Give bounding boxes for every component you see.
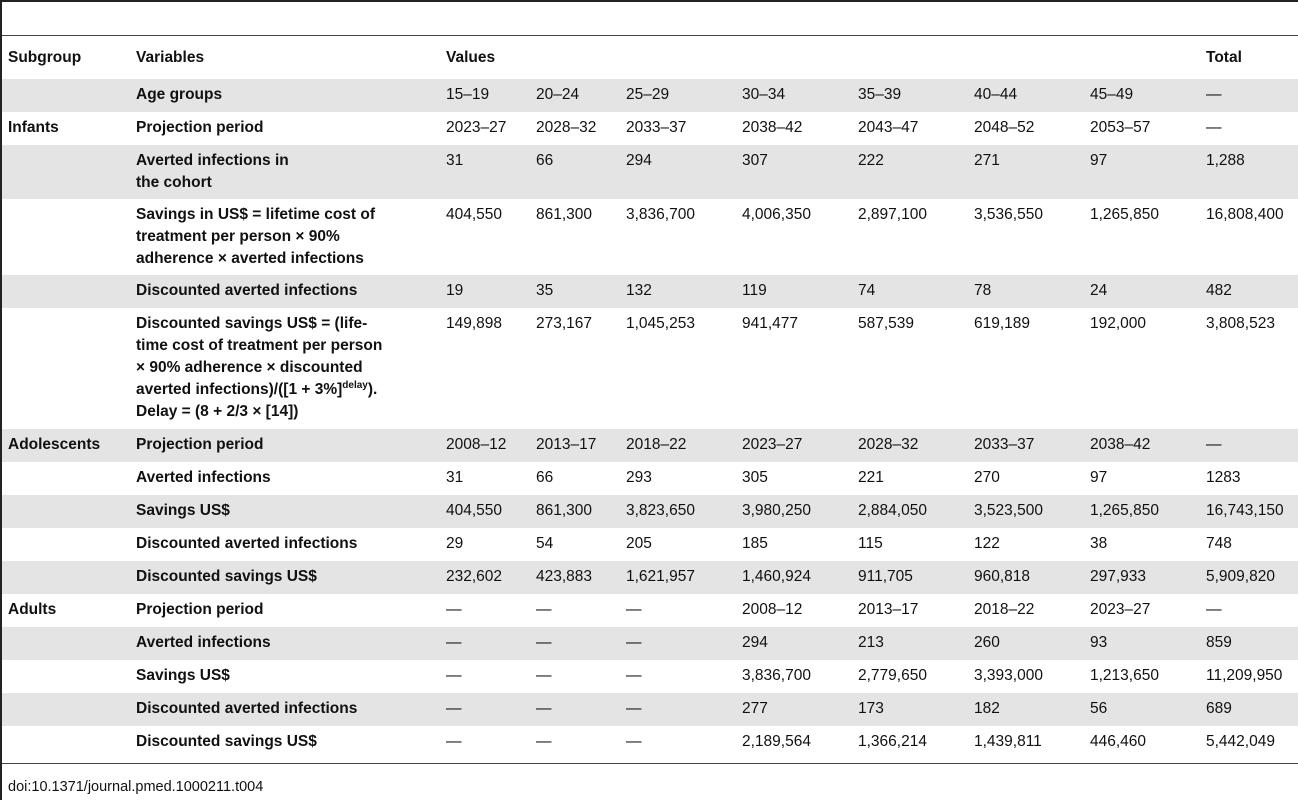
- header-subgroup: Subgroup: [8, 48, 82, 66]
- value-cell: 173: [858, 700, 884, 717]
- header-variables: Variables: [136, 48, 205, 66]
- variable-cell: Discounted averted infections: [136, 535, 358, 552]
- variable-cell: Averted infections: [136, 634, 271, 651]
- value-cell: 1,460,924: [742, 568, 811, 585]
- variable-cell: [130, 308, 440, 429]
- table-doi-caption: doi:10.1371/journal.pmed.1000211.t004: [8, 779, 264, 795]
- value-cell: 1,265,850: [1090, 206, 1159, 223]
- value-cell: 2038–42: [742, 119, 803, 136]
- subgroup-cell: [2, 79, 130, 112]
- subgroup-cell: Infants: [8, 119, 59, 136]
- variable-cell: Projection period: [136, 436, 264, 453]
- value-cell: 132: [626, 282, 652, 299]
- variable-cell: [130, 145, 440, 199]
- value-cell: 270: [974, 469, 1000, 486]
- value-cell: 2013–17: [858, 601, 919, 618]
- value-cell: —: [536, 700, 552, 717]
- value-cell: —: [446, 733, 462, 750]
- value-cell: 115: [858, 535, 883, 552]
- value-cell: 911,705: [858, 568, 913, 585]
- value-cell: 2033–37: [974, 436, 1035, 453]
- value-cell: 3,836,700: [742, 667, 811, 684]
- value-cell: 2,897,100: [858, 206, 927, 223]
- value-cell: 4,006,350: [742, 206, 811, 223]
- total-cell: —: [1206, 601, 1222, 618]
- total-cell: 16,743,150: [1206, 502, 1284, 519]
- value-cell: 78: [974, 282, 992, 299]
- value-cell: 24: [1090, 282, 1108, 299]
- value-cell: 960,818: [974, 568, 1031, 585]
- value-cell: 31: [446, 469, 464, 486]
- value-cell: 2,189,564: [742, 733, 811, 750]
- value-cell: 74: [858, 282, 876, 299]
- value-cell: 1,621,957: [626, 568, 695, 585]
- subgroup-cell: [2, 693, 130, 726]
- value-cell: 122: [974, 535, 1000, 552]
- value-cell: —: [446, 601, 462, 618]
- variable-cell: Age groups: [136, 86, 223, 103]
- top-border-rule: [2, 0, 1298, 2]
- header-values: Values: [446, 48, 496, 66]
- value-cell: —: [626, 700, 642, 717]
- table-row: [2, 462, 1298, 495]
- value-cell: 2048–52: [974, 119, 1035, 136]
- value-cell: 1,366,214: [858, 733, 927, 750]
- value-cell: 3,823,650: [626, 502, 695, 519]
- value-cell: 861,300: [536, 206, 593, 223]
- table-row: [2, 528, 1298, 561]
- value-cell: 293: [626, 469, 652, 486]
- value-cell: 205: [626, 535, 652, 552]
- value-cell: 3,836,700: [626, 206, 695, 223]
- value-cell: 587,539: [858, 315, 915, 332]
- value-cell: 260: [974, 634, 1000, 651]
- subgroup-cell: [2, 462, 130, 495]
- value-cell: 2018–22: [626, 436, 687, 453]
- value-cell: 305: [742, 469, 768, 486]
- value-cell: —: [536, 667, 552, 684]
- value-cell: 35: [536, 282, 554, 299]
- value-cell: 119: [742, 282, 767, 299]
- value-cell: 66: [536, 469, 554, 486]
- value-cell: 192,000: [1090, 315, 1147, 332]
- value-cell: —: [536, 733, 552, 750]
- table-row: [2, 594, 1298, 627]
- value-cell: 20–24: [536, 86, 580, 103]
- value-cell: 297,933: [1090, 568, 1147, 585]
- value-cell: —: [446, 634, 462, 651]
- value-cell: 35–39: [858, 86, 902, 103]
- value-cell: —: [626, 601, 642, 618]
- table-row: [2, 429, 1298, 462]
- value-cell: —: [536, 634, 552, 651]
- value-cell: 182: [974, 700, 1000, 717]
- value-cell: 3,523,500: [974, 502, 1043, 519]
- total-cell: 859: [1206, 634, 1232, 651]
- value-cell: 19: [446, 282, 464, 299]
- value-cell: 446,460: [1090, 733, 1147, 750]
- value-cell: 56: [1090, 700, 1108, 717]
- superscript-delay: delay: [342, 379, 368, 391]
- table-bottom-rule: [2, 763, 1298, 764]
- variable-line: Savings in US$ = lifetime cost of: [136, 206, 376, 223]
- value-cell: 3,536,550: [974, 206, 1043, 223]
- value-cell: 2023–27: [446, 119, 507, 136]
- variable-line: × 90% adherence × discounted: [136, 359, 363, 376]
- value-cell: —: [626, 634, 642, 651]
- value-cell: 40–44: [974, 86, 1018, 103]
- value-cell: 294: [742, 634, 768, 651]
- variable-line: adherence × averted infections: [136, 250, 364, 267]
- value-cell: 2023–27: [1090, 601, 1151, 618]
- value-cell: 273,167: [536, 315, 593, 332]
- table-row: [2, 275, 1298, 308]
- value-cell: 2008–12: [446, 436, 507, 453]
- table-row: [2, 145, 1298, 199]
- value-cell: —: [446, 700, 462, 717]
- table-header-row: [2, 36, 1298, 79]
- total-cell: 748: [1206, 535, 1232, 552]
- table-row: [2, 561, 1298, 594]
- table-row: [2, 495, 1298, 528]
- value-cell: —: [446, 667, 462, 684]
- total-cell: —: [1206, 436, 1222, 453]
- variable-cell: Discounted savings US$: [136, 733, 317, 750]
- value-cell: 1,265,850: [1090, 502, 1159, 519]
- value-cell: 149,898: [446, 315, 503, 332]
- subgroup-cell: Adolescents: [8, 436, 101, 453]
- subgroup-cell: [2, 199, 130, 275]
- subgroup-cell: [2, 495, 130, 528]
- table-row: [2, 112, 1298, 145]
- value-cell: 2,884,050: [858, 502, 927, 519]
- value-cell: 2053–57: [1090, 119, 1151, 136]
- variable-cell: Projection period: [136, 601, 264, 618]
- variable-cell: Discounted averted infections: [136, 700, 358, 717]
- value-cell: 2028–32: [536, 119, 597, 136]
- value-cell: 222: [858, 152, 884, 169]
- table-row: [2, 308, 1298, 429]
- value-cell: 2028–32: [858, 436, 919, 453]
- value-cell: 221: [858, 469, 884, 486]
- variable-line: the cohort: [136, 174, 212, 191]
- value-cell: 97: [1090, 152, 1108, 169]
- value-cell: 29: [446, 535, 464, 552]
- total-cell: 5,909,820: [1206, 568, 1275, 585]
- value-cell: 3,980,250: [742, 502, 811, 519]
- value-cell: 66: [536, 152, 554, 169]
- variable-cell: Discounted averted infections: [136, 282, 358, 299]
- variable-line: treatment per person × 90%: [136, 228, 340, 245]
- total-cell: 16,808,400: [1206, 206, 1284, 223]
- value-cell: 294: [626, 152, 652, 169]
- value-cell: 277: [742, 700, 768, 717]
- value-cell: 941,477: [742, 315, 799, 332]
- value-cell: 45–49: [1090, 86, 1134, 103]
- subgroup-cell: [2, 726, 130, 759]
- total-cell: 5,442,049: [1206, 733, 1275, 750]
- total-cell: 482: [1206, 282, 1232, 299]
- total-cell: 1283: [1206, 469, 1241, 486]
- variable-line: time cost of treatment per person: [136, 337, 383, 354]
- value-cell: 307: [742, 152, 768, 169]
- table-row: [2, 693, 1298, 726]
- variable-cell: Discounted savings US$: [136, 568, 317, 585]
- value-cell: 861,300: [536, 502, 593, 519]
- variable-cell: Savings US$: [136, 667, 230, 684]
- table-row: [2, 726, 1298, 759]
- total-cell: 3,808,523: [1206, 315, 1275, 332]
- value-cell: —: [536, 601, 552, 618]
- value-cell: 185: [742, 535, 768, 552]
- savings-table: [2, 36, 1298, 759]
- table-row: [2, 199, 1298, 275]
- subgroup-cell: [2, 308, 130, 429]
- value-cell: 1,213,650: [1090, 667, 1159, 684]
- value-cell: 3,393,000: [974, 667, 1043, 684]
- subgroup-cell: [2, 627, 130, 660]
- value-cell: 2038–42: [1090, 436, 1151, 453]
- total-cell: 11,209,950: [1206, 667, 1283, 684]
- header-total: Total: [1206, 48, 1242, 66]
- total-cell: —: [1206, 119, 1222, 136]
- variable-line: Averted infections in: [136, 152, 289, 169]
- value-cell: 213: [858, 634, 884, 651]
- variable-cell: Projection period: [136, 119, 264, 136]
- subgroup-cell: Adults: [8, 601, 57, 618]
- variable-line: Discounted savings US$ = (life-: [136, 315, 368, 332]
- value-cell: 2023–27: [742, 436, 803, 453]
- value-cell: 232,602: [446, 568, 503, 585]
- subgroup-cell: [2, 275, 130, 308]
- value-cell: 2033–37: [626, 119, 687, 136]
- variable-cell: [130, 199, 440, 275]
- variable-line: Delay = (8 + 2/3 × [14]): [136, 403, 299, 420]
- value-cell: 1,439,811: [974, 733, 1042, 750]
- value-cell: 404,550: [446, 502, 503, 519]
- subgroup-cell: [2, 145, 130, 199]
- value-cell: 423,883: [536, 568, 593, 585]
- total-cell: 1,288: [1206, 152, 1245, 169]
- variable-cell: Averted infections: [136, 469, 271, 486]
- value-cell: 1,045,253: [626, 315, 695, 332]
- value-cell: 2018–22: [974, 601, 1035, 618]
- value-cell: 271: [974, 152, 1000, 169]
- variable-cell: Savings US$: [136, 502, 230, 519]
- value-cell: 2008–12: [742, 601, 803, 618]
- table-row: [2, 79, 1298, 112]
- value-cell: 619,189: [974, 315, 1031, 332]
- value-cell: 93: [1090, 634, 1108, 651]
- value-cell: 54: [536, 535, 554, 552]
- total-cell: —: [1206, 86, 1222, 103]
- subgroup-cell: [2, 528, 130, 561]
- value-cell: —: [626, 667, 642, 684]
- table-row: [2, 660, 1298, 693]
- value-cell: 15–19: [446, 86, 490, 103]
- value-cell: 30–34: [742, 86, 786, 103]
- table-row: [2, 627, 1298, 660]
- value-cell: 31: [446, 152, 464, 169]
- total-cell: 689: [1206, 700, 1232, 717]
- value-cell: 97: [1090, 469, 1108, 486]
- variable-line: averted infections)/([1 + 3%]$^{delay}$).: [136, 379, 378, 398]
- subgroup-cell: [2, 561, 130, 594]
- value-cell: 38: [1090, 535, 1108, 552]
- value-cell: 404,550: [446, 206, 503, 223]
- value-cell: 25–29: [626, 86, 670, 103]
- value-cell: 2013–17: [536, 436, 597, 453]
- value-cell: 2,779,650: [858, 667, 927, 684]
- value-cell: —: [626, 733, 642, 750]
- subgroup-cell: [2, 660, 130, 693]
- value-cell: 2043–47: [858, 119, 919, 136]
